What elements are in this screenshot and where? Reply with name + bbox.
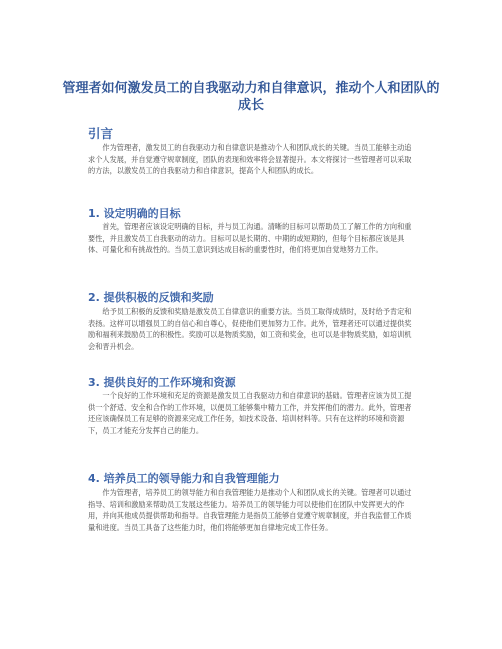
section-3-heading: 3. 提供良好的工作环境和资源 [88,376,236,389]
section-2-paragraph: 给予员工积极的反馈和奖励是激发员工自律意识的重要方法。当员工取得成绩时，及时给予肯定和表扬。这样可以增强员工的自信心和自尊心，促使他们更加努力工作。此外，管理者还可以通过提供奖励和福利来鼓励员工的积极性。奖励可以是物质奖励，如工资和奖金，也可以是非物质奖励，如培训机会和晋升机会。 [88,307,412,351]
section-4-paragraph: 作为管理者，培养员工的领导能力和自我管理能力是推动个人和团队成长的关键。管理者可以通过指导、培训和激励来帮助员工发展这些能力。培养员工的领导能力可以使他们在团队中发挥更大的作用，并向其他成员提供帮助和指导。自我管理能力是指员工能够自觉遵守规章制度，并自我监督工作质量和进度。当员工具备了这些能力时，他们将能够更加自律地完成工作任务。 [88,488,412,532]
section-3-paragraph: 一个良好的工作环境和充足的资源是激发员工自我驱动力和自律意识的基础。管理者应该为员工提供一个舒适、安全和合作的工作环境，以便员工能够集中精力工作，并发挥他们的潜力。此外，管理者还应该确保员工有足够的资源来完成工作任务，如技术设备、培训材料等。只有在这样的环境和资源下，员工才能充分发挥自己的能力。 [88,391,412,435]
section-1-paragraph: 首先，管理者应该设定明确的目标，并与员工沟通。清晰的目标可以帮助员工了解工作的方向和重要性，并且激发员工自我驱动的动力。目标可以是长期的、中期的或短期的，但每个目标都应该是具体、可量化和有挑战性的。当员工意识到达成目标的重要性时，他们将更加自觉地努力工作。 [88,222,412,255]
document-title: 管理者如何激发员工的自我驱动力和自律意识，推动个人和团队的成长 [62,81,440,113]
intro-heading: 引言 [88,126,114,141]
section-4-heading: 4. 培养员工的领导能力和自我管理能力 [88,472,280,485]
section-2-heading: 2. 提供积极的反馈和奖励 [88,291,214,304]
section-1-heading: 1. 设定明确的目标 [88,207,181,220]
intro-paragraph: 作为管理者，激发员工的自我驱动力和自律意识是推动个人和团队成长的关键。当员工能够主动追求个人发展，并自觉遵守规章制度，团队的表现和效率将会显著提升。本文将探讨一些管理者可以采取的方法，以激发员工的自我驱动力和自律意识，提高个人和团队的成长。 [88,143,412,176]
